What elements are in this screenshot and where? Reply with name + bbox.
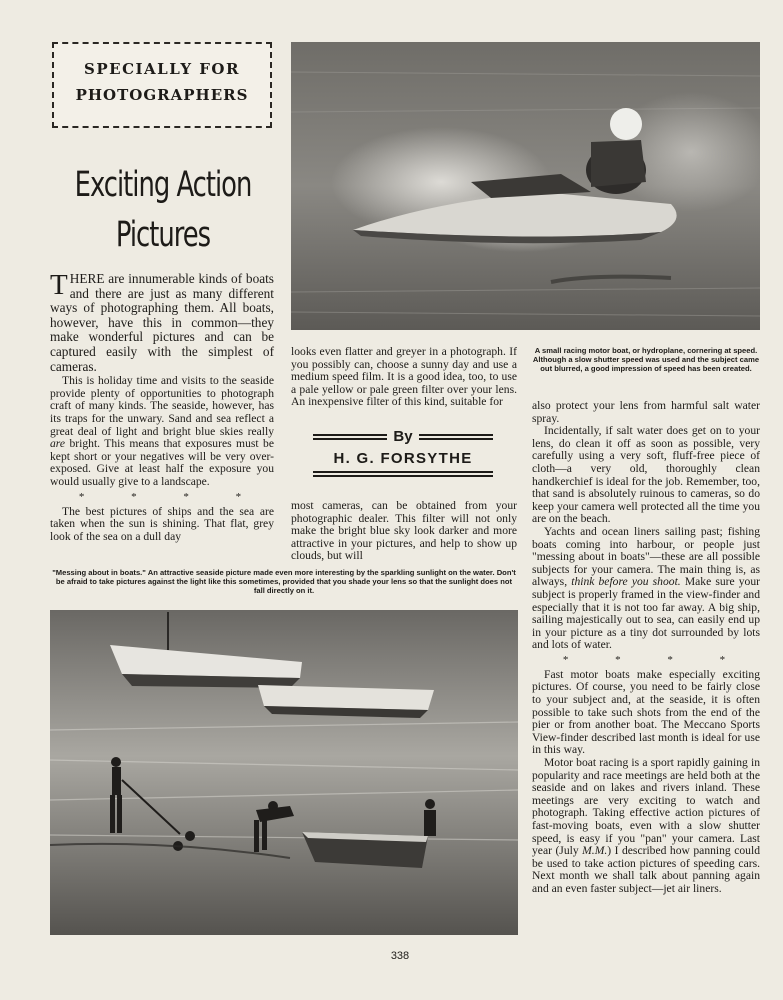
byline-by: By bbox=[393, 428, 413, 445]
column-2-upper bbox=[291, 346, 517, 409]
column-2-lower bbox=[291, 500, 517, 563]
col2-paragraph-2: most cameras, can be obtained from your photographic dealer. This filter will not only make the bright blue sky look darker and more attractive in your pictures, and help to show up clouds, but will bbox=[291, 499, 517, 563]
banner bbox=[52, 42, 272, 128]
section-divider-stars-2: * * * * bbox=[562, 653, 748, 666]
headline-line-1: Exciting Action bbox=[74, 165, 252, 205]
byline-author: H. G. FORSYTHE bbox=[333, 450, 473, 467]
intro-paragraph: THERE are innumerable kinds of boats and there are just as many different ways of photographing them. All boats, however, have this in common—they make wonderful pictures and can be captured easily with the simplest of cameras. bbox=[50, 269, 274, 374]
page-number: 338 bbox=[390, 950, 410, 962]
col3-paragraph-3: Yachts and ocean liners sailing past; fishing boats coming into harbour, or people just "messing about in boats"—these are all possible subjects for your camera. The main thing is, as always, think before you shoot. Make sure your subject is properly framed in the view-finder and especially that it is not too far away. A big ship, sailing majestically out to sea, can easily end up in your picture as a tiny dot surrounded by lots and lots of water. bbox=[532, 524, 761, 652]
headline-line-2: Pictures bbox=[115, 215, 211, 255]
drop-cap: T bbox=[50, 269, 68, 301]
col3-paragraph-4: Fast motor boats make especially exciting pictures. Of course, you need to be fairly close to your subject and, at the seaside, it is often possible to take such shots from the end of the pier or from another boat. The Meccano Sports View-finder described last month is ideal for use in this way. bbox=[532, 667, 760, 757]
section-divider-stars: * * * * bbox=[78, 490, 264, 503]
col2-paragraph-1: looks even flatter and greyer in a photograph. If you possibly can, choose a sunny day and use a medium speed film. It is a good idea, too, to use a pale yellow or pale green filter over your lens. An inexpensive filter of this kind, suitable for bbox=[291, 345, 517, 409]
col3-paragraph-5: Motor boat racing is a sport rapidly gaining in popularity and race meetings are held both at the seaside and on lakes and rivers inland. These meetings are very exciting to watch and photograph. Taking effective action pictures of fast-moving boats, even with a slow shutter speed, is easy if you "pan" your camera. Last year (July M.M.) I described how panning could be used to take action pictures of speeding cars. Next month we shall talk about panning again and an even faster subject—jet air liners. bbox=[532, 756, 760, 895]
col1-paragraph-2: This is holiday time and visits to the seaside provide plenty of opportunities to photograph craft of many kinds. The seaside, however, has its traps for the unwary. Sand and sea reflect a great deal of light and bright blue skies really are bright. This means that exposures must be kept short or your negatives will be very over-exposed. Give at least half the exposure you would usually give to a landscape. bbox=[50, 374, 274, 488]
column-3 bbox=[532, 400, 760, 896]
byline bbox=[313, 428, 493, 477]
column-1 bbox=[50, 269, 274, 543]
col1-paragraph-3: The best pictures of ships and the sea are taken when the sun is shining. That flat, grey look of the sea on a dull day bbox=[50, 504, 274, 543]
hydroplane-caption: A small racing motor boat, or hydroplane, cornering at speed. Although a slow shutter speed was used and the subject came out blurred, a good impression of speed has been created. bbox=[532, 346, 760, 373]
banner-line-2: PHOTOGRAPHERS bbox=[75, 86, 249, 104]
hydroplane-photo bbox=[291, 42, 760, 330]
boats-photo bbox=[50, 610, 518, 935]
col3-paragraph-2: Incidentally, if salt water does get on to your lens, do clean it off as soon as possible, very carefully using a very soft, fluff-free piece of cloth—a very old, thoroughly clean handkerchief is ideal for the job. Remember, too, that sand is absolutely ruinous to cameras, so do keep your camera well protected all the time you are on the beach. bbox=[532, 424, 760, 526]
headline bbox=[70, 160, 255, 260]
banner-line-1: SPECIALLY FOR bbox=[84, 60, 240, 78]
col3-paragraph-1: also protect your lens from harmful salt water spray. bbox=[532, 399, 760, 425]
boats-caption: "Messing about in boats." An attractive seaside picture made even more interesting by the sparkling sunlight on the water. Don't be afraid to take pictures against the light like this sometimes, provided that you shade your lens so that the sunlight does not fall directly on it. bbox=[52, 568, 516, 595]
